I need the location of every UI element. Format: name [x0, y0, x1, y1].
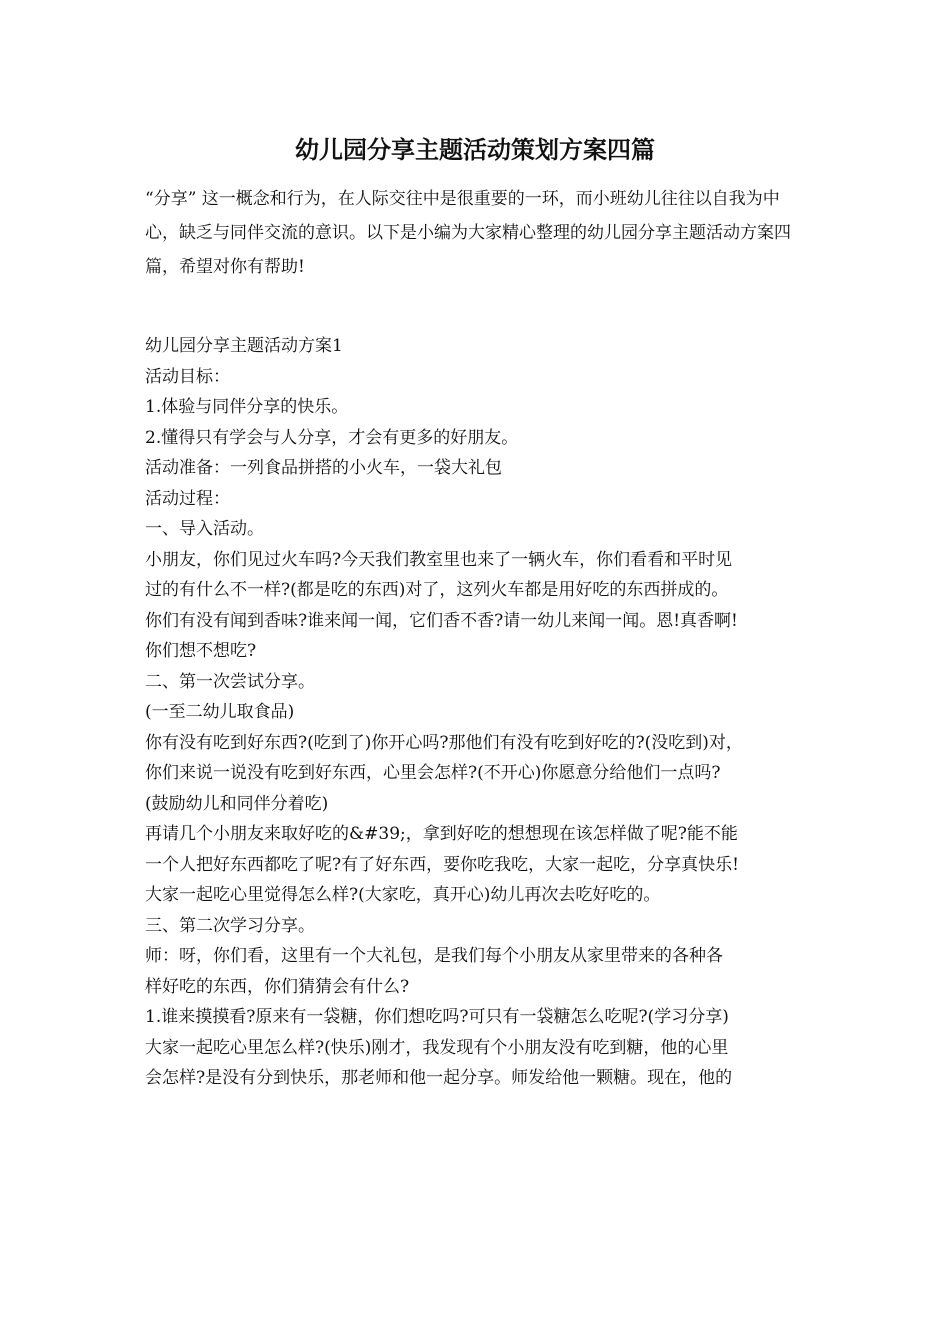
text-line: 样好吃的东西，你们猜猜会有什么? [145, 976, 410, 997]
text-line: 一个人把好东西都吃了呢?有了好东西，要你吃我吃，大家一起吃，分享真快乐! [145, 854, 739, 875]
text-line: 活动准备：一列食品拼搭的小火车，一袋大礼包 [145, 458, 502, 478]
text-line: 过的有什么不一样?(都是吃的东西)对了，这列火车都是用好吃的东西拼成的。 [145, 580, 729, 600]
text-line: 再请几个小朋友来取好吃的&#39;，拿到好吃的想想现在该怎样做了呢?能不能 [145, 824, 738, 844]
text-line: 大家一起吃心里觉得怎么样?(大家吃，真开心)幼儿再次去吃好吃的。 [145, 885, 661, 905]
page-title: 幼儿园分享主题活动策划方案四篇 [295, 135, 655, 164]
text-line: 1.体验与同伴分享的快乐。 [145, 397, 349, 417]
text-line: 你们来说一说没有吃到好东西，心里会怎样?(不开心)你愿意分给他们一点吗? [145, 763, 721, 783]
body-text [145, 331, 835, 1094]
text-line: 你有没有吃到好东西?(吃到了)你开心吗?那他们有没有吃到好吃的?(没吃到)对， [145, 732, 743, 753]
text-line: (一至二幼儿取食品) [145, 702, 295, 722]
text-line: 师：呀，你们看，这里有一个大礼包，是我们每个小朋友从家里带来的各种各 [145, 946, 723, 966]
text-line: 1.谁来摸摸看?原来有一袋糖，你们想吃吗?可只有一袋糖怎么吃呢?(学习分享) [145, 1007, 729, 1027]
text-line: 2.懂得只有学会与人分享，才会有更多的好朋友。 [145, 427, 519, 448]
text-line: 三、第二次学习分享。 [145, 915, 315, 936]
text-line: 你们有没有闻到香味?谁来闻一闻，它们香不香?请一幼儿来闻一闻。恩!真香啊! [145, 610, 738, 631]
text-line: 大家一起吃心里怎么样?(快乐)刚才，我发现有个小朋友没有吃到糖，他的心里 [145, 1037, 729, 1058]
text-line: 幼儿园分享主题活动方案1 [145, 336, 343, 356]
text-line: 你们想不想吃? [145, 641, 257, 661]
intro-paragraph: “分享” 这一概念和行为，在人际交往中是很重要的一环，而小班幼儿往往以自我为中心，缺乏与同伴交流的意识。以下是小编为大家精心整理的幼儿园分享主题活动方案四篇，希望对你有帮助! [145, 189, 791, 277]
text-line: (鼓励幼儿和同伴分着吃) [145, 793, 329, 814]
text-line: 活动过程： [145, 488, 230, 509]
text-line: 会怎样?是没有分到快乐，那老师和他一起分享。师发给他一颗糖。现在，他的 [145, 1068, 733, 1088]
text-line: 小朋友，你们见过火车吗?今天我们教室里也来了一辆火车，你们看看和平时见 [145, 549, 733, 570]
text-line: 二、第一次尝试分享。 [145, 671, 315, 692]
text-line: 活动目标： [145, 366, 230, 387]
text-line: 一、导入活动。 [145, 519, 264, 539]
